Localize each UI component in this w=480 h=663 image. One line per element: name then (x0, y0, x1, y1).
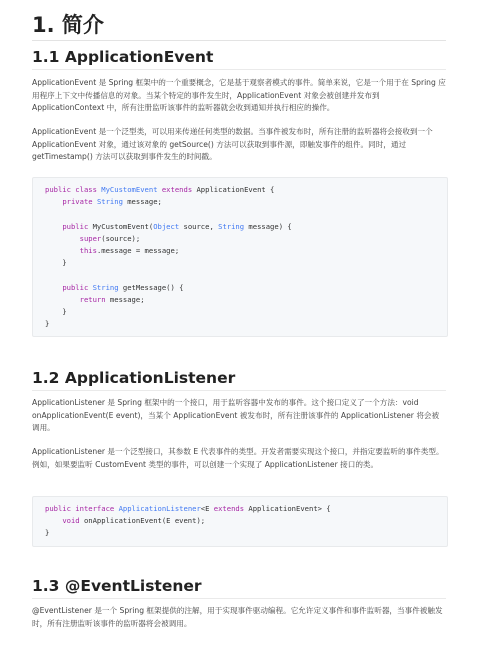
title-divider (32, 40, 446, 41)
code-token: message; (122, 197, 162, 207)
code-token: extends (213, 504, 249, 513)
code-token (45, 197, 62, 206)
code-token: public (62, 221, 93, 231)
code-token: ApplicationEvent> { (248, 504, 331, 513)
code-token: message) { (244, 221, 292, 231)
code-token: public (62, 282, 93, 292)
section-divider (32, 598, 446, 599)
code-line (45, 222, 292, 231)
code-token (45, 295, 80, 304)
code-line (45, 295, 145, 304)
code-token: return (79, 294, 110, 304)
code-token: } (45, 307, 67, 317)
paragraph: ApplicationListener 是 Spring 框架中的一个接口，用于监听容器中发布的事件。这个接口定义了一个方法：void onApplicationEvent(E event)，当某个 ApplicationEvent 被发布时，所有注册该事件的 ApplicationListener 将会被调用。 (32, 398, 440, 432)
section-heading-event-listener: 1.3 @EventListener (32, 577, 202, 595)
code-token: String (92, 282, 119, 292)
section-divider (32, 390, 446, 391)
code-token: this (79, 246, 97, 256)
code-line (45, 185, 274, 194)
code-line (45, 516, 205, 525)
code-block (32, 177, 448, 337)
paragraph: @EventListener 是一个 Spring 框架提供的注解，用于实现事件驱动编程。它允许定义事件和事件监听器，当事件被触发时，所有注册监听该事件的监听器将会被调用。 (32, 606, 443, 628)
section-divider (32, 69, 446, 70)
code-line (45, 283, 184, 292)
code-token: MyCustomEvent( (92, 221, 154, 231)
code-token: onApplicationEvent(E event); (83, 516, 206, 526)
code-token: String (218, 221, 245, 231)
code-token: Object (153, 221, 180, 231)
code-token: extends (157, 185, 197, 194)
code-token: source, (179, 221, 219, 231)
code-token: ApplicationListener (118, 504, 201, 513)
code-token: .message = message; (96, 246, 180, 256)
code-line (45, 319, 49, 328)
code-token: super (79, 233, 102, 243)
code-token: (source); (101, 233, 141, 243)
code-line (45, 307, 67, 316)
code-token: ApplicationEvent { (196, 185, 275, 194)
code-token: private (62, 197, 97, 207)
section-heading-application-listener: 1.2 ApplicationListener (32, 369, 236, 387)
code-block (32, 496, 448, 547)
code-token (45, 516, 62, 525)
code-line (45, 234, 140, 243)
code-line (45, 258, 67, 267)
code-token: <E (200, 504, 214, 513)
code-token: } (45, 258, 67, 268)
code-token: MyCustomEvent (101, 185, 158, 194)
code-line (45, 246, 179, 255)
code-token: String (96, 197, 123, 207)
code-token: void (62, 516, 84, 526)
code-line (45, 528, 49, 537)
code-line (45, 504, 331, 513)
code-token: getMessage() { (118, 282, 184, 292)
code-token: } (45, 319, 50, 329)
code-token (45, 234, 80, 243)
section-heading-application-event: 1.1 ApplicationEvent (32, 48, 214, 66)
paragraph: ApplicationEvent 是一个泛型类，可以用来传递任何类型的数据。当事件被发布时，所有注册的监听器将会接收到一个 ApplicationEvent 对象，通过该对象的 getSource() 方法可以获取到事件源，即触发事件的组件。同时，通过 getTimestamp() 方法可以获取到事件发生的时间戳。 (32, 127, 433, 161)
paragraph: ApplicationListener 是一个泛型接口，其参数 E 代表事件的类型。开发者需要实现这个接口，并指定要监听的事件类型。例如，如果要监听 CustomEvent 类型的事件，可以创建一个实现了 ApplicationListener 接口的类。 (32, 447, 444, 469)
code-line (45, 197, 162, 206)
paragraph: ApplicationEvent 是 Spring 框架中的一个重要概念，它是基于观察者模式的事件。简单来说，它是一个用于在 Spring 应用程序上下文中传播信息的对象。当某个特定的事件发生时，ApplicationEvent 对象会被创建并发布到 ApplicationContext 中，所有注册监听该事件的监听器就会收到通知并执行相应的操作。 (32, 78, 446, 112)
code-token (45, 283, 62, 292)
code-token: } (45, 528, 50, 538)
code-token (45, 246, 80, 255)
code-token: public class (45, 185, 102, 194)
code-token (45, 222, 62, 231)
page-title: 1. 简介 (32, 13, 104, 37)
code-token: message; (109, 294, 145, 304)
code-token: public interface (45, 504, 119, 513)
